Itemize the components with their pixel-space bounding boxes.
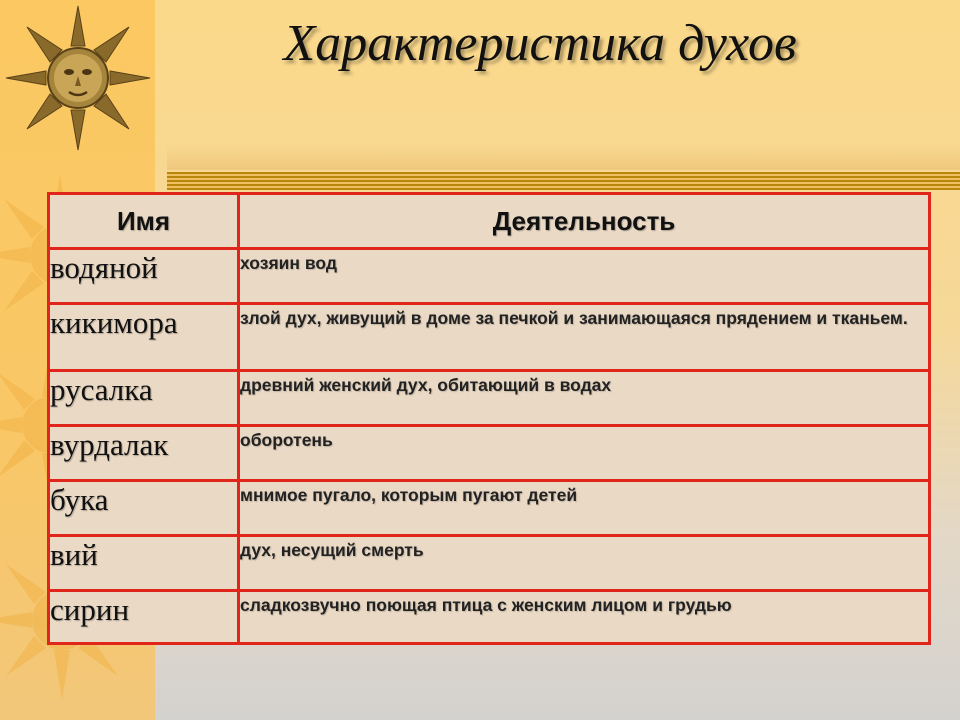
column-header-activity: Деятельность xyxy=(239,194,930,249)
sun-face-icon xyxy=(6,6,150,150)
spirit-activity: хозяин вод xyxy=(239,249,930,304)
page-title: Характеристика духов xyxy=(283,15,797,72)
table-header-row xyxy=(49,194,930,249)
table-row xyxy=(49,591,930,644)
table-row xyxy=(49,249,930,304)
spirit-name: кикимора xyxy=(49,304,239,371)
spirit-activity: сладкозвучно поющая птица с женским лицом и грудью xyxy=(239,591,930,644)
spirit-activity: древний женский дух, обитающий в водах xyxy=(239,371,930,426)
spirits-table xyxy=(47,192,931,645)
table-row xyxy=(49,371,930,426)
table-row xyxy=(49,481,930,536)
column-header-name: Имя xyxy=(49,194,239,249)
spirit-activity: оборотень xyxy=(239,426,930,481)
table-row xyxy=(49,304,930,371)
table-row xyxy=(49,426,930,481)
title-divider xyxy=(167,172,960,190)
spirit-name: русалка xyxy=(49,371,239,426)
spirit-name: водяной xyxy=(49,249,239,304)
spirit-activity: дух, несущий смерть xyxy=(239,536,930,591)
spirit-name: вий xyxy=(49,536,239,591)
table-row xyxy=(49,536,930,591)
spirit-activity: мнимое пугало, которым пугают детей xyxy=(239,481,930,536)
spirit-name: сирин xyxy=(49,591,239,644)
spirit-activity: злой дух, живущий в доме за печкой и занимающаяся прядением и тканьем. xyxy=(239,304,930,371)
spirit-name: бука xyxy=(49,481,239,536)
spirit-name: вурдалак xyxy=(49,426,239,481)
